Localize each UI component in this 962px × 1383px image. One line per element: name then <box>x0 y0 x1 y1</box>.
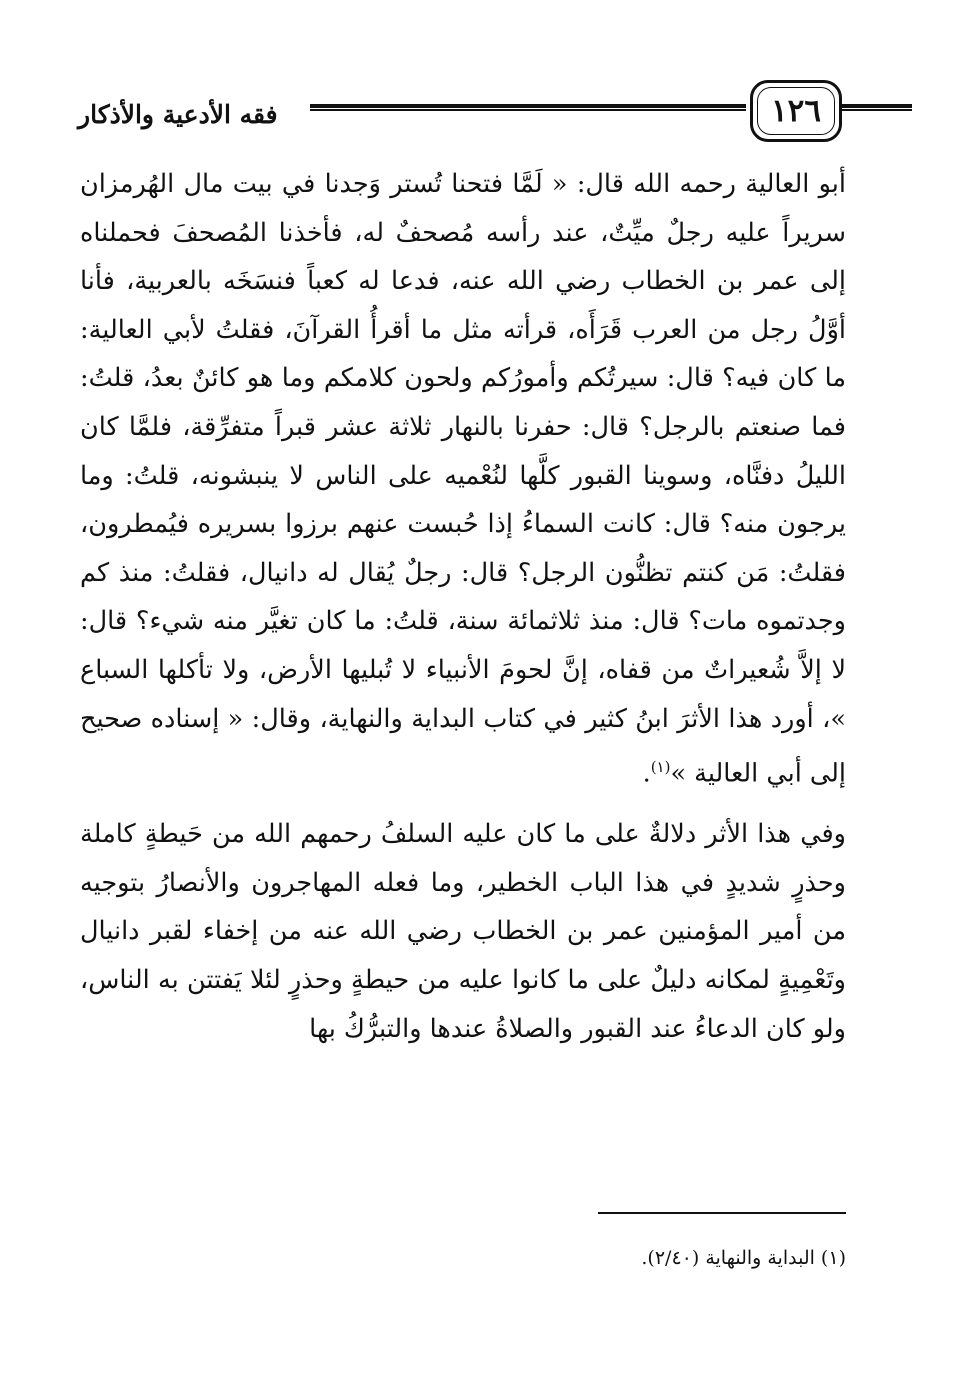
page-number-box <box>750 80 842 142</box>
paragraph-1-text: أبو العالية رحمه الله قال: « لَمَّا فتحنا تُستر وَجدنا في بيت مال الهُرمزان سريراً عليه رجلٌ ميِّتٌ، عند رأسه مُصحفٌ له، فأخذنا المُصحفَ فحملناه إلى عمر بن الخطاب رضي الله عنه، فدعا له كعباً فنسَخَه بالعربية، فأنا أوَّلُ رجل من العرب قَرَأَه، قرأته مثل ما أقرأُ القرآنَ، فقلتُ لأبي العالية: ما كان فيه؟ قال: سيرتُكم وأمورُكم ولحون كلامكم وما هو كائنٌ بعدُ، قلتُ: فما صنعتم بالرجل؟ قال: حفرنا بالنهار ثلاثة عشر قبراً متفرِّقة، فلمَّا كان الليلُ دفنَّاه، وسوينا القبور كلَّها لنُعْميه على الناس لا ينبشونه، قلتُ: وما يرجون منه؟ قال: كانت السماءُ إذا حُبست عنهم برزوا بسريره فيُمطرون، فقلتُ: مَن كنتم تظنُّون الرجل؟ قال: رجلٌ يُقال له دانيال، فقلتُ: منذ كم وجدتموه مات؟ قال: منذ ثلاثمائة سنة، قلتُ: ما كان تغيَّر منه شيء؟ قال: لا إلاَّ شُعيراتٌ من قفاه، إنَّ لحومَ الأنبياء لا تُبليها الأرض، ولا تأكلها السباع »، أورد هذا الأثرَ ابنُ كثير في كتاب البداية والنهاية، وقال: « إسناده صحيح إلى أبي العالية » <box>80 169 847 789</box>
header-rule-right <box>842 104 912 111</box>
page-number: ١٢٦ <box>771 93 821 129</box>
paragraph-2: وفي هذا الأثر دلالةٌ على ما كان عليه السلفُ رحمهم الله من حَيطةٍ كاملة وحذرٍ شديدٍ في هذا الباب الخطير، وما فعله المهاجرون والأنصارُ بتوجيه من أمير المؤمنين عمر بن الخطاب رضي الله عنه من إخفاء لقبر دانيال وتَعْمِيةٍ لمكانه دليلٌ على ما كانوا عليه من حيطةٍ وحذرٍ لئلا يَفتتن به الناس، ولو كان الدعاءُ عند القبور والصلاةُ عندها والتبرُّكُ بها <box>80 819 846 1044</box>
footnote-reference: (١) <box>650 758 671 777</box>
footnote-divider <box>598 1212 846 1214</box>
page-header <box>78 80 848 144</box>
paragraph-1-end: . <box>642 758 651 789</box>
paragraph-1 <box>80 160 846 798</box>
footnote: (١) البداية والنهاية (٢/٤٠). <box>641 1247 846 1269</box>
body-text <box>80 160 846 1053</box>
header-rule-left <box>310 104 746 111</box>
paragraph-gap <box>80 798 846 810</box>
book-title: فقه الأدعية والأذكار <box>78 100 278 129</box>
